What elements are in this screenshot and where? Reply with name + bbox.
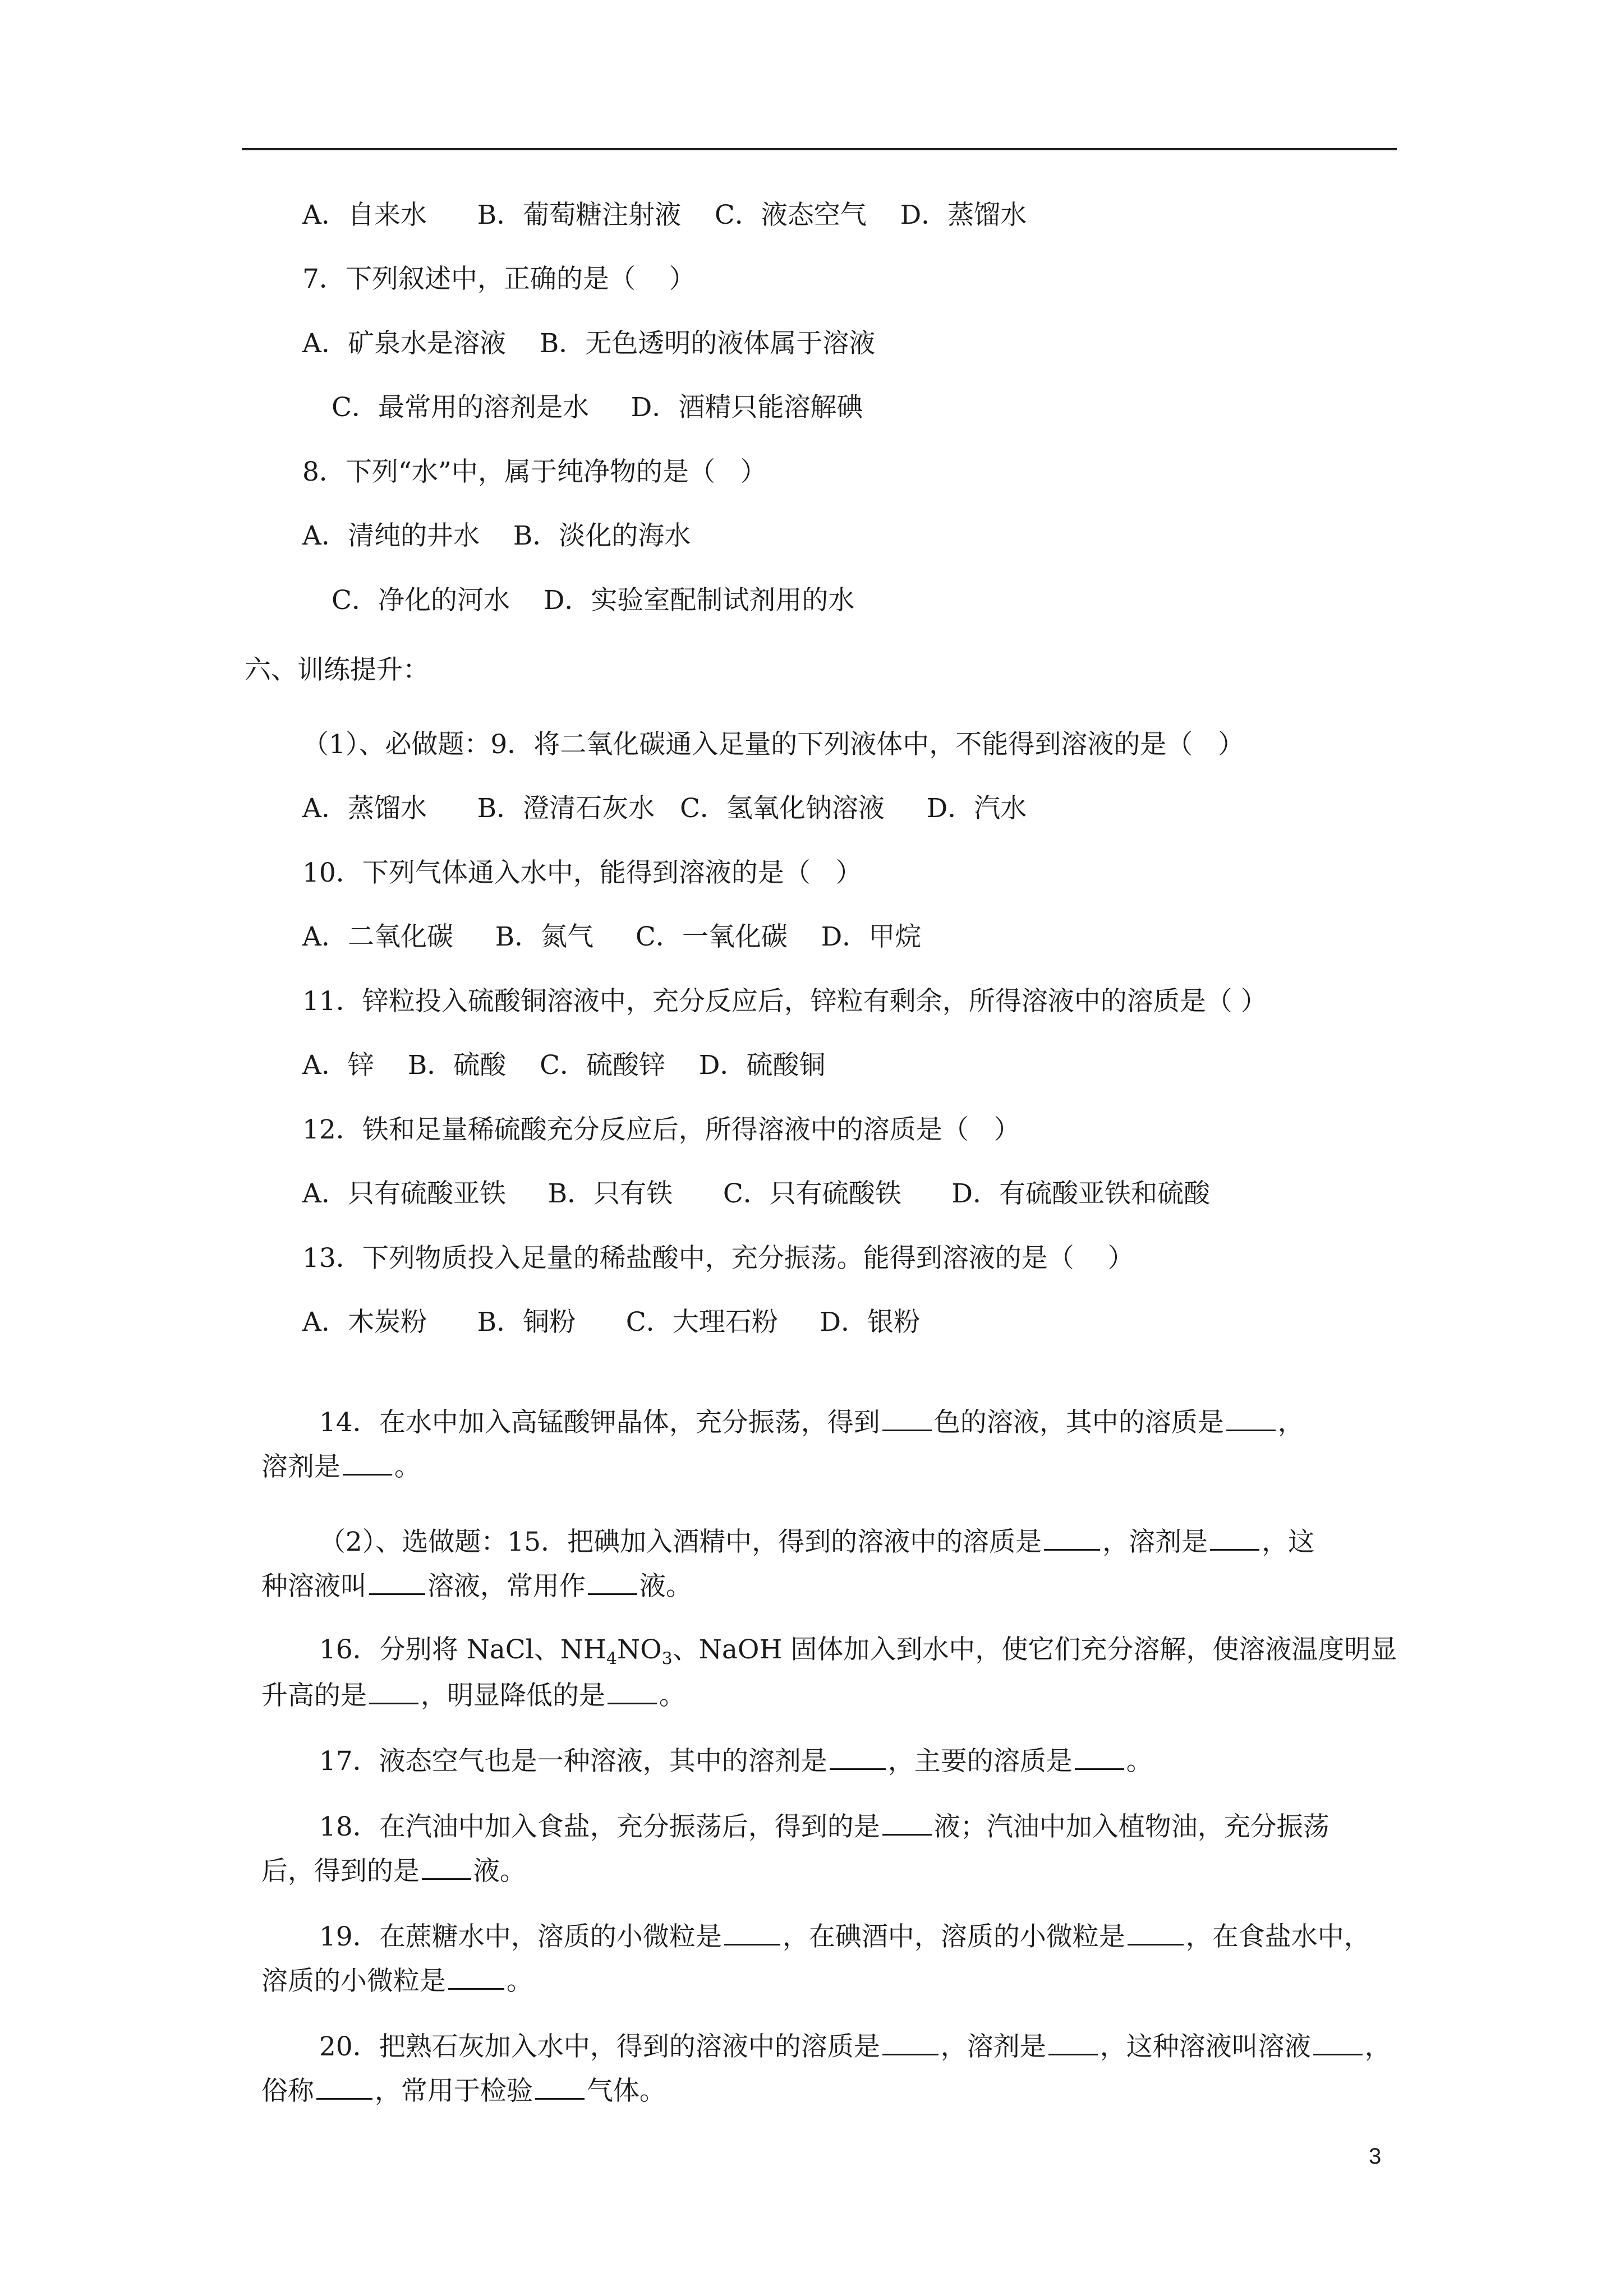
- answer-blank[interactable]: [448, 1962, 504, 1990]
- answer-blank[interactable]: [535, 2072, 585, 2100]
- header-rule: [242, 148, 1397, 150]
- question-7: 7．下列叙述中，正确的是（ ）: [302, 264, 696, 294]
- question-16-line2: [245, 1643, 686, 1713]
- question-17: [302, 1709, 1153, 1778]
- q10-options: A．二氧化碳 B．氮气 C．一氧化碳 D．甲烷: [302, 921, 922, 952]
- q20-text-5: 俗称: [261, 2076, 314, 2106]
- question-9: （1）、必做题：9．将二氧化碳通入足量的下列液体中，不能得到溶液的是（ ）: [302, 729, 1245, 760]
- q19-text-4: 溶质的小微粒是: [261, 1966, 446, 1997]
- q18-text-3: 后，得到的是: [261, 1856, 420, 1887]
- answer-blank[interactable]: [1044, 1523, 1100, 1551]
- section-6-heading: 六、训练提升：: [245, 654, 429, 685]
- answer-blank[interactable]: [830, 1742, 886, 1770]
- q20-text-3: ，这种溶液叫溶液: [1099, 2031, 1311, 2062]
- q20-text-1: 20．把熟石灰加入水中，得到的溶液中的溶质是: [319, 2031, 880, 2062]
- question-12: 12．铁和足量稀硫酸充分反应后，所得溶液中的溶质是（ ）: [302, 1114, 1020, 1145]
- q14-text-2: 色的溶液，其中的溶质是: [933, 1407, 1224, 1438]
- answer-blank[interactable]: [1210, 1523, 1259, 1551]
- q15-text-6: 液。: [639, 1571, 692, 1602]
- answer-blank[interactable]: [882, 2028, 938, 2055]
- answer-blank[interactable]: [316, 2072, 372, 2100]
- q14-text-3: ，: [1277, 1407, 1304, 1438]
- q18-text-2: 液；汽油中加入植物油，充分振荡: [933, 1811, 1329, 1842]
- answer-blank[interactable]: [882, 1808, 932, 1836]
- subscript-3: 3: [661, 1649, 673, 1669]
- q19-text-1: 19．在蔗糖水中，溶质的小微粒是: [319, 1921, 722, 1952]
- question-18-line2: [245, 1819, 526, 1888]
- q17-text-1: 17．液态空气也是一种溶液，其中的溶剂是: [319, 1746, 827, 1777]
- answer-blank[interactable]: [369, 1677, 418, 1704]
- q9-options: A．蒸馏水 B．澄清石灰水 C．氢氧化钠溶液 D．汽水: [302, 793, 1027, 824]
- answer-blank[interactable]: [1048, 2028, 1098, 2055]
- answer-blank[interactable]: [882, 1404, 932, 1431]
- q17-text-3: 。: [1126, 1746, 1153, 1777]
- q15-text-5: 溶液，常用作: [427, 1571, 586, 1602]
- q19-text-2: ，在碘酒中，溶质的小微粒是: [782, 1921, 1125, 1952]
- q15-text-2: ，溶剂是: [1102, 1527, 1208, 1557]
- q20-text-2: ，溶剂是: [940, 2031, 1046, 2062]
- question-20-line2: [245, 2039, 666, 2108]
- answer-blank[interactable]: [588, 1567, 637, 1595]
- q6-options: A．自来水 B．葡萄糖注射液 C．液态空气 D．蒸馏水: [302, 200, 1027, 230]
- subscript-4: 4: [606, 1649, 617, 1669]
- answer-blank[interactable]: [1226, 1404, 1276, 1431]
- q16-text-5: 。: [659, 1680, 686, 1711]
- question-13: 13．下列物质投入足量的稀盐酸中，充分振荡。能得到溶液的是（ ）: [302, 1243, 1134, 1274]
- page-number: 3: [1369, 2144, 1382, 2169]
- q20-text-6: ，常用于检验: [374, 2076, 533, 2106]
- answer-blank[interactable]: [343, 1448, 392, 1476]
- q15-text-4: 种溶液叫: [261, 1571, 367, 1602]
- question-14-line2: [245, 1414, 421, 1484]
- answer-blank[interactable]: [724, 1918, 780, 1945]
- question-15-line2: [245, 1534, 692, 1603]
- q8-options-line2: C．净化的河水 D．实验室配制试剂用的水: [332, 585, 855, 616]
- q12-options: A．只有硫酸亚铁 B．只有铁 C．只有硫酸铁 D．有硫酸亚铁和硫酸: [302, 1178, 1211, 1209]
- q20-text-4: ，: [1364, 2031, 1391, 2062]
- answer-blank[interactable]: [369, 1567, 425, 1595]
- q11-options: A．锌 B．硫酸 C．硫酸锌 D．硫酸铜: [302, 1050, 826, 1081]
- q15-text-1: （2）、选做题：15．把碘加入酒精中，得到的溶液中的溶质是: [319, 1527, 1042, 1557]
- q8-options-line1: A．清纯的井水 B．淡化的海水: [302, 520, 691, 551]
- q16-text-3: 升高的是: [261, 1680, 367, 1711]
- question-11: 11．锌粒投入硫酸铜溶液中，充分反应后，锌粒有剩余，所得溶液中的溶质是（ ）: [302, 986, 1267, 1017]
- q17-text-2: ，主要的溶质是: [887, 1746, 1073, 1777]
- q14-text-4: 溶剂是: [261, 1451, 341, 1482]
- answer-blank[interactable]: [422, 1852, 471, 1880]
- q14-text-1: 14．在水中加入高锰酸钾晶体，充分振荡，得到: [319, 1407, 880, 1438]
- q14-text-5: 。: [394, 1451, 421, 1482]
- q15-text-3: ，这: [1262, 1527, 1315, 1557]
- q20-text-7: 气体。: [586, 2076, 666, 2106]
- q16-text-no: NO: [617, 1634, 662, 1665]
- answer-blank[interactable]: [1313, 2028, 1363, 2055]
- q16-text-4: ，明显降低的是: [420, 1680, 605, 1711]
- q16-text-2: 、NaOH 固体加入到水中，使它们充分溶解，使溶液温度明显: [672, 1634, 1397, 1665]
- q7-options-line2: C．最常用的溶剂是水 D．酒精只能溶解碘: [332, 392, 863, 423]
- answer-blank[interactable]: [608, 1677, 657, 1704]
- question-19-line2: [245, 1929, 533, 1998]
- q7-options-line1: A．矿泉水是溶液 B．无色透明的液体属于溶液: [302, 328, 876, 359]
- q19-text-3: ，在食盐水中，: [1185, 1921, 1370, 1952]
- q18-text-1: 18．在汽油中加入食盐，充分振荡后，得到的是: [319, 1811, 880, 1842]
- answer-blank[interactable]: [1075, 1742, 1124, 1770]
- answer-blank[interactable]: [1128, 1918, 1184, 1945]
- question-8: 8．下列“水”中，属于纯净物的是（ ）: [302, 457, 767, 487]
- question-10: 10．下列气体通入水中，能得到溶液的是（ ）: [302, 857, 862, 888]
- q16-text-1: 16．分别将 NaCl、NH: [319, 1634, 606, 1665]
- question-14-line1: [302, 1370, 1304, 1440]
- q13-options: A．木炭粉 B．铜粉 C．大理石粉 D．银粉: [302, 1307, 921, 1338]
- q19-text-5: 。: [506, 1966, 533, 1997]
- q18-text-4: 液。: [473, 1856, 526, 1887]
